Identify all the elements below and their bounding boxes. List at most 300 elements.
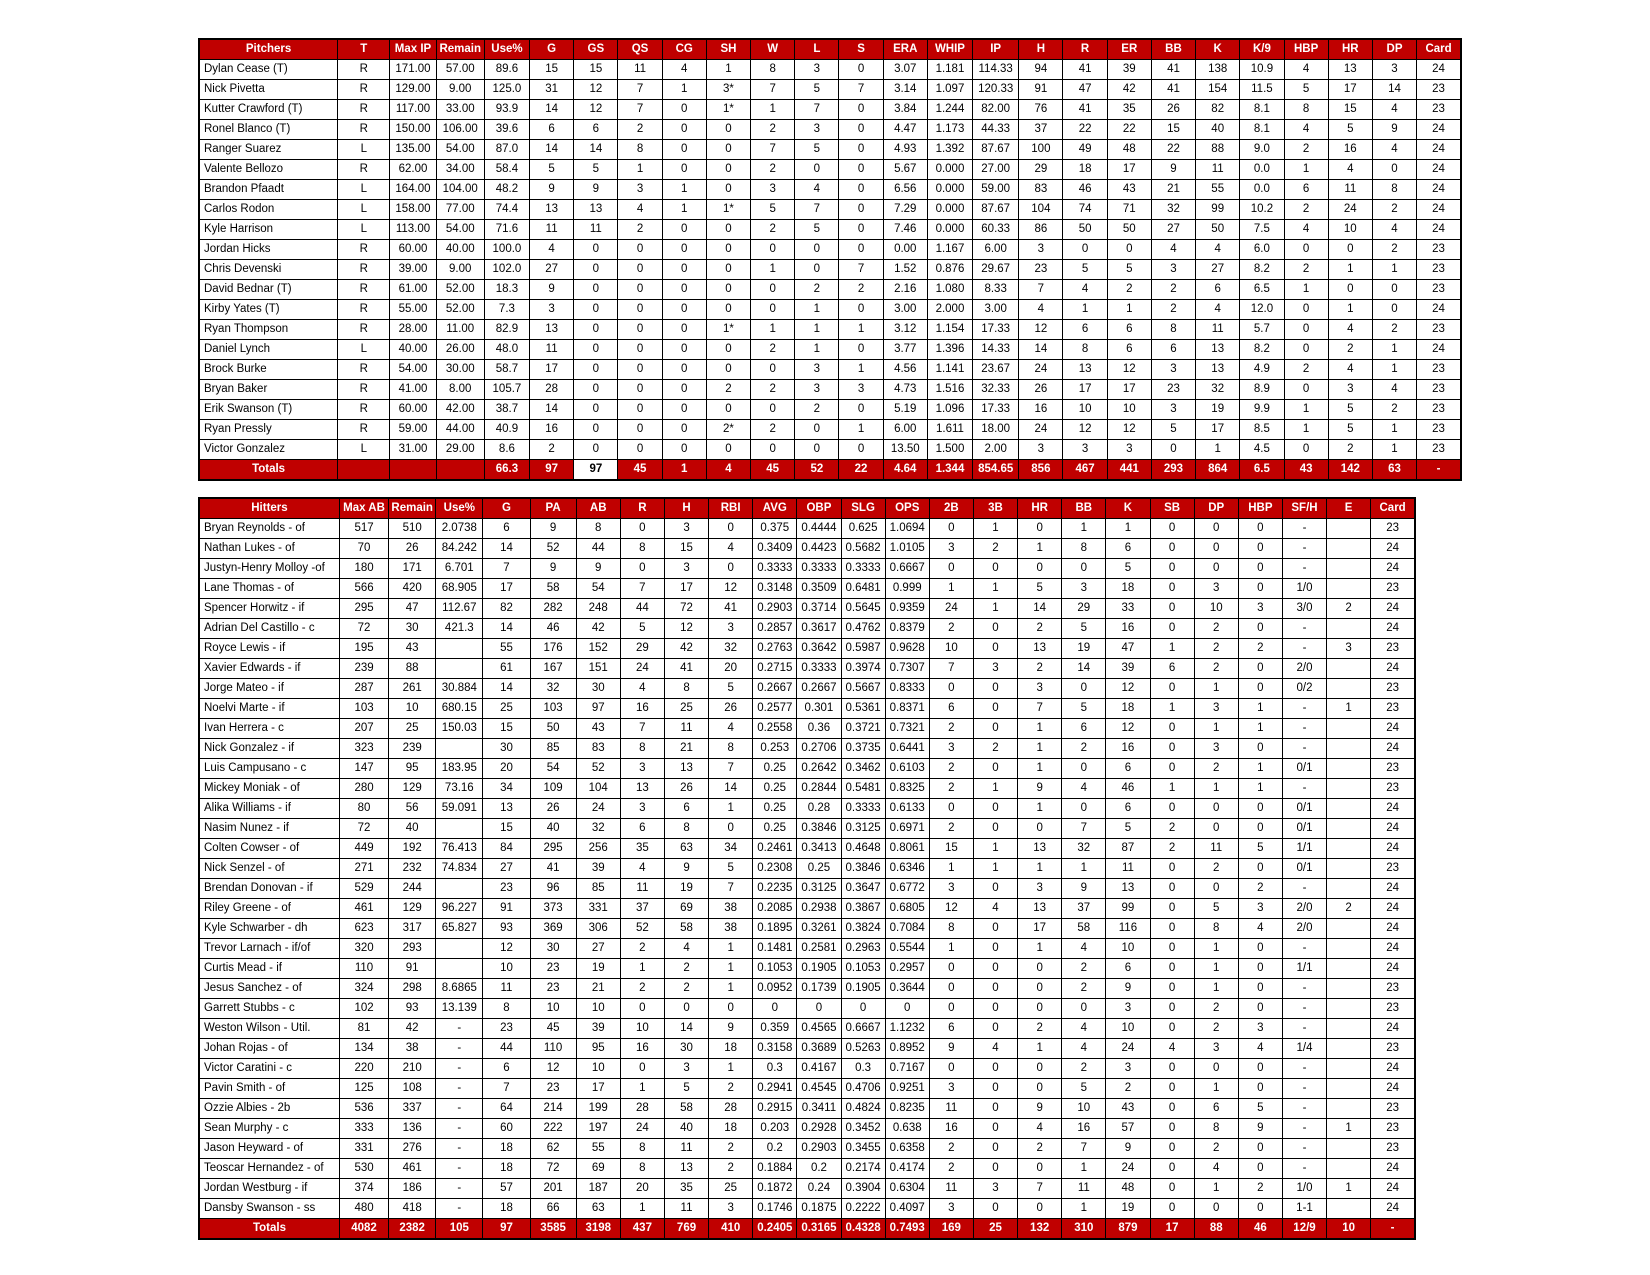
- hitters-stat-cell: 5: [620, 619, 664, 639]
- hitters-stat-cell: 0: [1238, 859, 1282, 879]
- hitters-stat-cell: 8: [664, 819, 708, 839]
- hitters-stat-cell: 0.1872: [753, 1179, 797, 1199]
- pitchers-stat-cell: 7: [751, 140, 795, 160]
- hitters-stat-cell: 0: [1150, 899, 1194, 919]
- pitchers-stat-cell: 93.9: [484, 100, 529, 120]
- hitters-stat-cell: 1: [1194, 679, 1238, 699]
- hitters-stat-cell: 23: [1371, 679, 1415, 699]
- hitters-table: [198, 497, 1416, 1240]
- pitchers-stat-cell: 2: [1284, 260, 1328, 280]
- hitters-stat-cell: 201: [530, 1179, 576, 1199]
- hitters-stat-cell: 0.3333: [841, 559, 885, 579]
- pitchers-stat-cell: 8: [751, 60, 795, 80]
- pitchers-stat-cell: 1.396: [927, 340, 972, 360]
- pitchers-header-cell: G: [530, 39, 574, 60]
- pitchers-stat-cell: 1: [1372, 260, 1416, 280]
- hitters-name-cell: Ivan Herrera - c: [199, 719, 339, 739]
- pitchers-stat-cell: 2: [1284, 200, 1328, 220]
- hitters-stat-cell: 8: [620, 539, 664, 559]
- hitters-stat-cell: -: [436, 1159, 483, 1179]
- hitters-stat-cell: 9: [664, 859, 708, 879]
- hitters-stat-cell: 517: [339, 519, 388, 539]
- pitchers-stat-cell: 5: [530, 160, 574, 180]
- hitters-stat-cell: 42: [576, 619, 620, 639]
- hitters-stat-cell: 0: [1150, 999, 1194, 1019]
- pitchers-totals-cell: 4.64: [883, 460, 927, 481]
- hitters-row: [199, 799, 1415, 819]
- pitchers-stat-cell: 30.00: [436, 360, 484, 380]
- hitters-stat-cell: 0: [1238, 619, 1282, 639]
- hitters-stat-cell: 30: [389, 619, 436, 639]
- hitters-header-cell: R: [620, 498, 664, 519]
- pitchers-stat-cell: 0: [662, 320, 706, 340]
- pitchers-stat-cell: 9.9: [1240, 400, 1284, 420]
- pitchers-stat-cell: 4: [1328, 320, 1372, 340]
- pitchers-row: [199, 360, 1461, 380]
- hitters-stat-cell: 3: [620, 799, 664, 819]
- hitters-stat-cell: [1327, 1159, 1371, 1179]
- pitchers-stat-cell: 4: [618, 200, 662, 220]
- hitters-stat-cell: 2/0: [1282, 919, 1326, 939]
- hitters-stat-cell: 2: [1327, 599, 1371, 619]
- pitchers-stat-cell: 1: [1372, 360, 1416, 380]
- pitchers-stat-cell: 26: [1151, 100, 1195, 120]
- hitters-stat-cell: 2: [973, 739, 1017, 759]
- pitchers-stat-cell: 14: [530, 100, 574, 120]
- hitters-stat-cell: 57: [1106, 1119, 1150, 1139]
- hitters-stat-cell: 0: [1238, 799, 1282, 819]
- hitters-stat-cell: 7: [709, 759, 753, 779]
- hitters-stat-cell: -: [1282, 539, 1326, 559]
- hitters-stat-cell: 566: [339, 579, 388, 599]
- pitchers-stat-cell: 0: [1284, 300, 1328, 320]
- pitchers-stat-cell: 3: [795, 380, 839, 400]
- hitters-stat-cell: 34: [709, 839, 753, 859]
- hitters-stat-cell: 0.8333: [885, 679, 929, 699]
- hitters-stat-cell: 4: [973, 899, 1017, 919]
- hitters-stat-cell: 37: [620, 899, 664, 919]
- hitters-stat-cell: 2: [1194, 659, 1238, 679]
- hitters-stat-cell: 110: [530, 1039, 576, 1059]
- pitchers-stat-cell: 1: [839, 320, 883, 340]
- pitchers-stat-cell: 13: [1328, 60, 1372, 80]
- hitters-stat-cell: 13: [620, 779, 664, 799]
- hitters-stat-cell: 373: [530, 899, 576, 919]
- hitters-stat-cell: 1: [709, 979, 753, 999]
- pitchers-stat-cell: 7: [839, 260, 883, 280]
- pitchers-stat-cell: 23: [1417, 100, 1461, 120]
- hitters-stat-cell: 0.9359: [885, 599, 929, 619]
- hitters-header-cell: PA: [530, 498, 576, 519]
- hitters-name-cell: Colten Cowser - of: [199, 839, 339, 859]
- hitters-stat-cell: [1327, 1039, 1371, 1059]
- pitchers-stat-cell: 1: [795, 300, 839, 320]
- hitters-stat-cell: 3: [1327, 639, 1371, 659]
- hitters-stat-cell: 0: [973, 679, 1017, 699]
- hitters-stat-cell: 25: [389, 719, 436, 739]
- hitters-stat-cell: 14: [483, 539, 530, 559]
- hitters-header-cell: SLG: [841, 498, 885, 519]
- hitters-stat-cell: 0.4174: [885, 1159, 929, 1179]
- pitchers-totals-cell: 854.65: [973, 460, 1019, 481]
- hitters-stat-cell: 1: [1194, 939, 1238, 959]
- pitchers-stat-cell: 2: [1284, 360, 1328, 380]
- hitters-stat-cell: 0: [1238, 519, 1282, 539]
- hitters-row: [199, 999, 1415, 1019]
- pitchers-header-cell: Max IP: [390, 39, 436, 60]
- hitters-stat-cell: -: [1282, 939, 1326, 959]
- hitters-stat-cell: 2: [1238, 879, 1282, 899]
- pitchers-stat-cell: 44.33: [973, 120, 1019, 140]
- pitchers-stat-cell: 23: [1417, 260, 1461, 280]
- hitters-name-cell: Curtis Mead - if: [199, 959, 339, 979]
- hitters-stat-cell: 24: [1371, 619, 1415, 639]
- hitters-stat-cell: 0.3824: [841, 919, 885, 939]
- pitchers-stat-cell: 0: [574, 360, 618, 380]
- hitters-stat-cell: 0: [1238, 559, 1282, 579]
- pitchers-stat-cell: 4: [1372, 220, 1416, 240]
- pitchers-stat-cell: 27.00: [973, 160, 1019, 180]
- hitters-stat-cell: 8: [929, 919, 973, 939]
- hitters-stat-cell: 0.2903: [797, 1139, 841, 1159]
- hitters-stat-cell: 0.1746: [753, 1199, 797, 1219]
- hitters-row: [199, 539, 1415, 559]
- hitters-stat-cell: 1: [1150, 779, 1194, 799]
- hitters-row: [199, 599, 1415, 619]
- hitters-stat-cell: 9: [530, 519, 576, 539]
- hitters-row: [199, 1139, 1415, 1159]
- hitters-stat-cell: 24: [1371, 1079, 1415, 1099]
- pitchers-stat-cell: 58.4: [484, 160, 529, 180]
- hitters-stat-cell: 0: [1238, 1059, 1282, 1079]
- hitters-stat-cell: 23: [1371, 779, 1415, 799]
- pitchers-stat-cell: 82.9: [484, 320, 529, 340]
- pitchers-stat-cell: 8.1: [1240, 100, 1284, 120]
- pitchers-stat-cell: 1: [1284, 160, 1328, 180]
- pitchers-stat-cell: 106.00: [436, 120, 484, 140]
- pitchers-stat-cell: 86: [1019, 220, 1063, 240]
- pitchers-stat-cell: 4: [530, 240, 574, 260]
- pitchers-stat-cell: 61.00: [390, 280, 436, 300]
- hitters-stat-cell: 103: [339, 699, 388, 719]
- hitters-stat-cell: [436, 959, 483, 979]
- pitchers-stat-cell: 5.19: [883, 400, 927, 420]
- hitters-stat-cell: 13: [1018, 639, 1062, 659]
- hitters-stat-cell: 25: [483, 699, 530, 719]
- hitters-stat-cell: 26: [530, 799, 576, 819]
- hitters-stat-cell: -: [1282, 779, 1326, 799]
- hitters-stat-cell: 26: [709, 699, 753, 719]
- hitters-stat-cell: 420: [389, 579, 436, 599]
- pitchers-stat-cell: 1.167: [927, 240, 972, 260]
- hitters-stat-cell: 116: [1106, 919, 1150, 939]
- hitters-stat-cell: -: [1282, 719, 1326, 739]
- pitchers-stat-cell: 6: [1107, 320, 1151, 340]
- pitchers-stat-cell: 41: [1151, 60, 1195, 80]
- pitchers-stat-cell: 13: [530, 200, 574, 220]
- pitchers-stat-cell: 16: [530, 420, 574, 440]
- hitters-stat-cell: 129: [389, 779, 436, 799]
- hitters-stat-cell: 1.0105: [885, 539, 929, 559]
- pitchers-row: [199, 440, 1461, 460]
- hitters-stat-cell: 24: [1371, 659, 1415, 679]
- pitchers-stat-cell: 24: [1417, 160, 1461, 180]
- hitters-stat-cell: 24: [1371, 919, 1415, 939]
- hitters-stat-cell: 0: [973, 1059, 1017, 1079]
- hitters-stat-cell: 0: [973, 939, 1017, 959]
- pitchers-header-cell: W: [751, 39, 795, 60]
- hitters-stat-cell: 0: [1150, 719, 1194, 739]
- hitters-totals-cell: 0.4328: [841, 1219, 885, 1240]
- hitters-stat-cell: 6: [483, 519, 530, 539]
- pitchers-stat-cell: 2: [751, 380, 795, 400]
- pitchers-stat-cell: 9: [530, 180, 574, 200]
- hitters-stat-cell: 0.3846: [797, 819, 841, 839]
- pitchers-stat-cell: 0: [751, 360, 795, 380]
- hitters-stat-cell: 0.6805: [885, 899, 929, 919]
- pitchers-stat-cell: 5: [795, 80, 839, 100]
- hitters-header-cell: Use%: [436, 498, 483, 519]
- hitters-stat-cell: [1327, 959, 1371, 979]
- hitters-stat-cell: 0: [1238, 819, 1282, 839]
- hitters-stat-cell: 57: [483, 1179, 530, 1199]
- hitters-stat-cell: 2: [620, 939, 664, 959]
- pitchers-stat-cell: 0: [839, 160, 883, 180]
- hitters-stat-cell: 0: [973, 639, 1017, 659]
- hitters-name-cell: Trevor Larnach - if/of: [199, 939, 339, 959]
- hitters-stat-cell: 13.139: [436, 999, 483, 1019]
- hitters-stat-cell: 0: [1150, 979, 1194, 999]
- pitchers-stat-cell: 40.9: [484, 420, 529, 440]
- hitters-stat-cell: 46: [530, 619, 576, 639]
- pitchers-stat-cell: 1: [1328, 300, 1372, 320]
- pitchers-stat-cell: 31.00: [390, 440, 436, 460]
- pitchers-stat-cell: 40.00: [436, 240, 484, 260]
- pitchers-stat-cell: 1.097: [927, 80, 972, 100]
- hitters-stat-cell: -: [1282, 699, 1326, 719]
- hitters-stat-cell: 64: [483, 1099, 530, 1119]
- hitters-stat-cell: 0.2577: [753, 699, 797, 719]
- pitchers-stat-cell: 0.0: [1240, 160, 1284, 180]
- pitchers-stat-cell: 0: [618, 280, 662, 300]
- hitters-stat-cell: 4: [709, 539, 753, 559]
- hitters-stat-cell: 0.1875: [797, 1199, 841, 1219]
- pitchers-stat-cell: 0: [1151, 440, 1195, 460]
- hitters-stat-cell: 1: [1062, 859, 1106, 879]
- pitchers-stat-cell: 0: [574, 300, 618, 320]
- pitchers-stat-cell: 0: [839, 220, 883, 240]
- pitchers-stat-cell: 14: [530, 140, 574, 160]
- pitchers-stat-cell: 32: [1196, 380, 1240, 400]
- pitchers-totals-cell: [338, 460, 390, 481]
- hitters-stat-cell: 50: [530, 719, 576, 739]
- hitters-stat-cell: 530: [339, 1159, 388, 1179]
- hitters-stat-cell: 0: [1018, 999, 1062, 1019]
- hitters-stat-cell: 56: [389, 799, 436, 819]
- hitters-stat-cell: 0.5682: [841, 539, 885, 559]
- hitters-stat-cell: 6: [1194, 1099, 1238, 1119]
- hitters-stat-cell: 38: [709, 899, 753, 919]
- hitters-stat-cell: 10: [530, 999, 576, 1019]
- pitchers-stat-cell: 8: [1284, 100, 1328, 120]
- pitchers-stat-cell: 11: [1196, 160, 1240, 180]
- hitters-stat-cell: 7: [483, 1079, 530, 1099]
- pitchers-stat-cell: 7.5: [1240, 220, 1284, 240]
- hitters-row: [199, 759, 1415, 779]
- hitters-stat-cell: 1: [1150, 699, 1194, 719]
- pitchers-header-cell: Remain: [436, 39, 484, 60]
- pitchers-stat-cell: 4: [1328, 160, 1372, 180]
- hitters-stat-cell: 0.3689: [797, 1039, 841, 1059]
- hitters-header-cell: HBP: [1238, 498, 1282, 519]
- hitters-stat-cell: 7: [620, 579, 664, 599]
- hitters-row: [199, 1079, 1415, 1099]
- hitters-stat-cell: 14: [483, 679, 530, 699]
- pitchers-stat-cell: 2: [751, 340, 795, 360]
- pitchers-stat-cell: R: [338, 380, 390, 400]
- pitchers-stat-cell: 27: [1196, 260, 1240, 280]
- hitters-stat-cell: 0: [620, 999, 664, 1019]
- pitchers-header-cell: CG: [662, 39, 706, 60]
- hitters-header-cell: K: [1106, 498, 1150, 519]
- pitchers-stat-cell: 8.2: [1240, 260, 1284, 280]
- pitchers-stat-cell: 0: [574, 380, 618, 400]
- hitters-stat-cell: 47: [1106, 639, 1150, 659]
- pitchers-header-cell: IP: [973, 39, 1019, 60]
- hitters-stat-cell: 48: [1106, 1179, 1150, 1199]
- hitters-totals-row: [199, 1219, 1415, 1240]
- hitters-stat-cell: 0: [1150, 519, 1194, 539]
- hitters-stat-cell: 0: [929, 1059, 973, 1079]
- pitchers-stat-cell: 2: [751, 420, 795, 440]
- pitchers-stat-cell: 6: [1284, 180, 1328, 200]
- hitters-stat-cell: 0: [1238, 679, 1282, 699]
- hitters-stat-cell: 109: [530, 779, 576, 799]
- pitchers-name-cell: Kirby Yates (T): [199, 300, 338, 320]
- hitters-stat-cell: 1: [1194, 779, 1238, 799]
- pitchers-stat-cell: 9: [1151, 160, 1195, 180]
- pitchers-stat-cell: 0: [662, 440, 706, 460]
- hitters-stat-cell: 3: [1018, 679, 1062, 699]
- hitters-stat-cell: 3: [929, 539, 973, 559]
- hitters-stat-cell: 6: [1150, 659, 1194, 679]
- pitchers-stat-cell: 3.00: [973, 300, 1019, 320]
- hitters-stat-cell: 29: [620, 639, 664, 659]
- hitters-stat-cell: 0.25: [797, 859, 841, 879]
- hitters-stat-cell: 88: [389, 659, 436, 679]
- pitchers-stat-cell: 41: [1063, 100, 1107, 120]
- hitters-stat-cell: 0.3333: [797, 659, 841, 679]
- hitters-stat-cell: 110: [339, 959, 388, 979]
- hitters-row: [199, 739, 1415, 759]
- hitters-stat-cell: 1: [973, 779, 1017, 799]
- pitchers-stat-cell: 5: [795, 220, 839, 240]
- hitters-stat-cell: [1327, 739, 1371, 759]
- hitters-stat-cell: 2: [620, 979, 664, 999]
- hitters-name-cell: Brendan Donovan - if: [199, 879, 339, 899]
- pitchers-stat-cell: 82.00: [973, 100, 1019, 120]
- hitters-header-cell: AVG: [753, 498, 797, 519]
- pitchers-stat-cell: 16: [1019, 400, 1063, 420]
- hitters-stat-cell: 11: [1106, 859, 1150, 879]
- hitters-stat-cell: 43: [576, 719, 620, 739]
- pitchers-stat-cell: 29.67: [973, 260, 1019, 280]
- hitters-stat-cell: 0.3974: [841, 659, 885, 679]
- pitchers-stat-cell: 11.5: [1240, 80, 1284, 100]
- hitters-header-cell: AB: [576, 498, 620, 519]
- pitchers-stat-cell: 113.00: [390, 220, 436, 240]
- pitchers-stat-cell: 23: [1417, 400, 1461, 420]
- pitchers-stat-cell: 15: [1151, 120, 1195, 140]
- pitchers-stat-cell: 71: [1107, 200, 1151, 220]
- pitchers-stat-cell: 102.0: [484, 260, 529, 280]
- hitters-stat-cell: 1: [709, 939, 753, 959]
- pitchers-stat-cell: 14: [1372, 80, 1416, 100]
- pitchers-header-row: [199, 39, 1461, 60]
- hitters-row: [199, 779, 1415, 799]
- pitchers-stat-cell: 1*: [706, 100, 750, 120]
- pitchers-stat-cell: 1: [1063, 300, 1107, 320]
- pitchers-stat-cell: 0: [706, 440, 750, 460]
- hitters-stat-cell: 54: [576, 579, 620, 599]
- pitchers-stat-cell: 5: [1151, 420, 1195, 440]
- pitchers-stat-cell: 3: [795, 360, 839, 380]
- hitters-stat-cell: 0.3: [753, 1059, 797, 1079]
- hitters-stat-cell: 369: [530, 919, 576, 939]
- hitters-stat-cell: 0: [1150, 919, 1194, 939]
- pitchers-stat-cell: 15: [574, 60, 618, 80]
- pitchers-stat-cell: 1.244: [927, 100, 972, 120]
- pitchers-stat-cell: 15: [1328, 100, 1372, 120]
- pitchers-stat-cell: 100.0: [484, 240, 529, 260]
- pitchers-stat-cell: 0: [839, 240, 883, 260]
- hitters-row: [199, 899, 1415, 919]
- hitters-stat-cell: 8: [709, 739, 753, 759]
- hitters-stat-cell: 72: [339, 819, 388, 839]
- pitchers-stat-cell: 44.00: [436, 420, 484, 440]
- hitters-stat-cell: 1/4: [1282, 1039, 1326, 1059]
- pitchers-stat-cell: 3: [795, 120, 839, 140]
- pitchers-stat-cell: 1: [839, 420, 883, 440]
- hitters-stat-cell: 8.6865: [436, 979, 483, 999]
- hitters-stat-cell: 0.253: [753, 739, 797, 759]
- pitchers-stat-cell: 8: [618, 140, 662, 160]
- hitters-stat-cell: 5: [1194, 899, 1238, 919]
- hitters-stat-cell: 0.999: [885, 579, 929, 599]
- pitchers-stat-cell: 0: [706, 300, 750, 320]
- pitchers-stat-cell: 0: [574, 260, 618, 280]
- hitters-stat-cell: 186: [389, 1179, 436, 1199]
- hitters-stat-cell: 1/1: [1282, 959, 1326, 979]
- hitters-stat-cell: 26: [664, 779, 708, 799]
- pitchers-stat-cell: 0: [618, 400, 662, 420]
- pitchers-header-cell: BB: [1151, 39, 1195, 60]
- pitchers-stat-cell: 0: [662, 100, 706, 120]
- hitters-stat-cell: 0.3413: [797, 839, 841, 859]
- pitchers-header-cell: R: [1063, 39, 1107, 60]
- pitchers-stat-cell: 150.00: [390, 120, 436, 140]
- pitchers-stat-cell: 42: [1107, 80, 1151, 100]
- hitters-stat-cell: 1/0: [1282, 1179, 1326, 1199]
- hitters-stat-cell: 3: [1238, 899, 1282, 919]
- hitters-stat-cell: 60: [483, 1119, 530, 1139]
- pitchers-stat-cell: 9: [530, 280, 574, 300]
- pitchers-totals-cell: 1.344: [927, 460, 972, 481]
- pitchers-stat-cell: 3.14: [883, 80, 927, 100]
- hitters-stat-cell: 37: [1062, 899, 1106, 919]
- hitters-stat-cell: 1: [973, 579, 1017, 599]
- hitters-stat-cell: 2: [929, 1139, 973, 1159]
